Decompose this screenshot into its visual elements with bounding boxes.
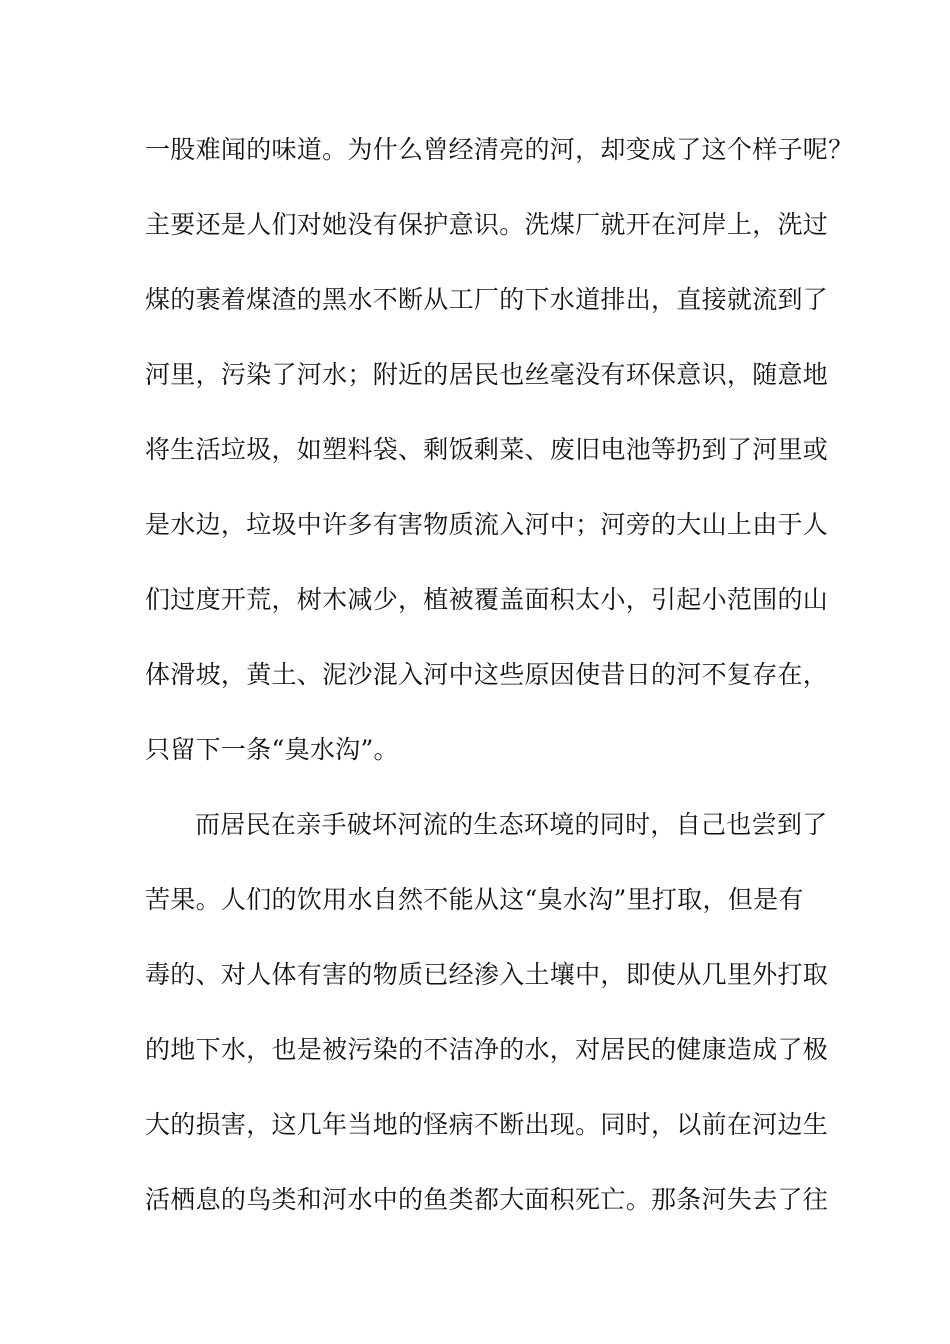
text-line: 毒的、对人体有害的物质已经渗入土壤中，即使从几里外打取 [145,960,829,989]
text-line: 主要还是人们对她没有保护意识。洗煤厂就开在河岸上，洗过 [145,210,829,239]
text-line: 只留下一条“臭水沟”。 [145,735,399,764]
text-line: 体滑坡，黄土、泥沙混入河中这些原因使昔日的河不复存在， [145,660,829,689]
text-line: 将生活垃圾，如塑料袋、剩饭剩菜、废旧电池等扔到了河里或 [145,435,829,464]
text-line: 苦果。人们的饮用水自然不能从这“臭水沟”里打取，但是有 [145,885,804,914]
body-text [145,132,854,1257]
text-line: 河里，污染了河水；附近的居民也丝毫没有环保意识，随意地 [145,360,829,389]
text-line: 活栖息的鸟类和河水中的鱼类都大面积死亡。那条河失去了往 [145,1185,829,1214]
text-line: 的地下水，也是被污染的不洁净的水，对居民的健康造成了极 [145,1035,829,1064]
paragraph-first-line: 而居民在亲手破坏河流的生态环境的同时，自己也尝到了 [195,810,828,839]
text-line: 煤的裹着煤渣的黑水不断从工厂的下水道排出，直接就流到了 [145,285,829,314]
text-line: 一股难闻的味道。为什么曾经清亮的河，却变成了这个样子呢？ [145,135,854,164]
text-line: 们过度开荒，树木减少，植被覆盖面积太小，引起小范围的山 [145,585,829,614]
text-line: 大的损害，这几年当地的怪病不断出现。同时，以前在河边生 [145,1110,829,1139]
text-line: 是水边，垃圾中许多有害物质流入河中；河旁的大山上由于人 [145,510,829,539]
